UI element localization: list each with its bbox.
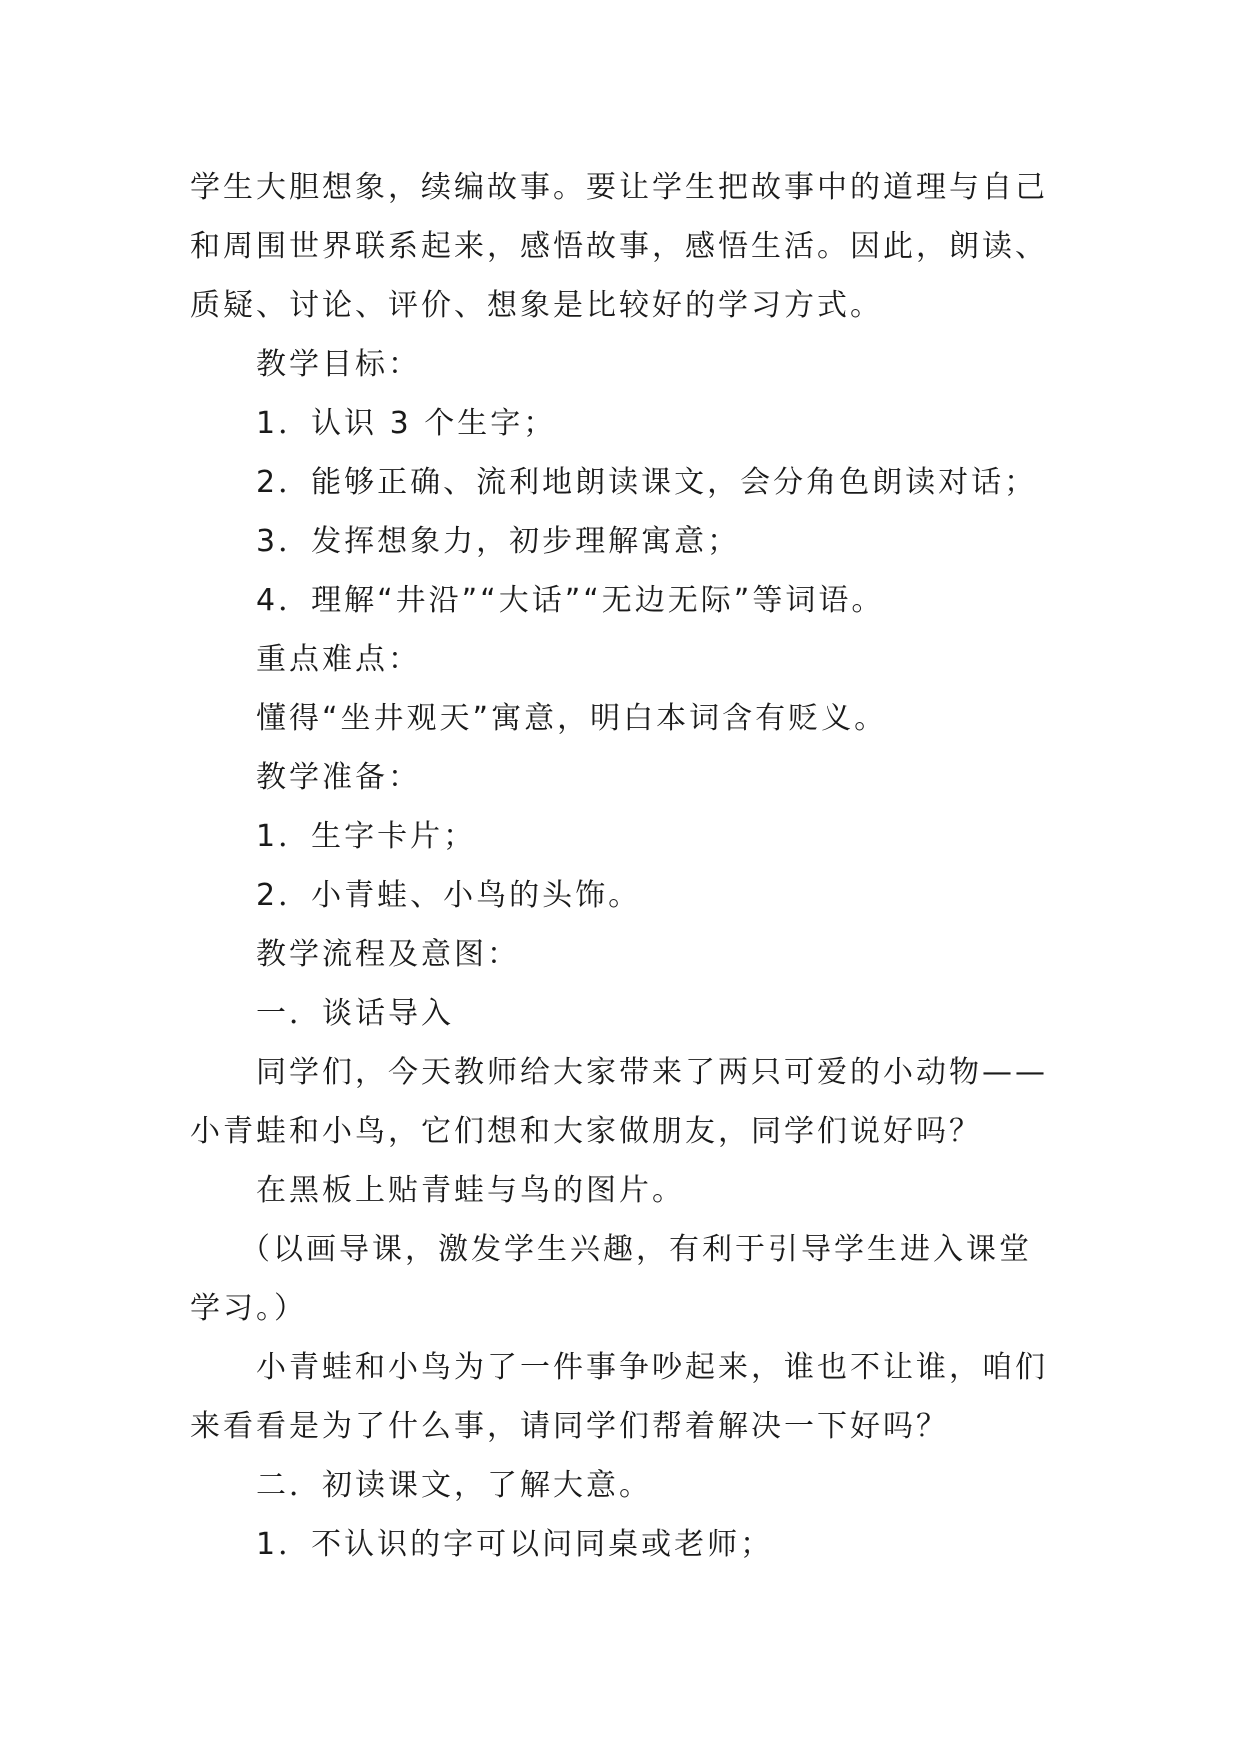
preparation-heading: 教学准备： — [256, 760, 421, 795]
text-line: 学生大胆想象，续编故事。要让学生把故事中的道理与自己 — [190, 170, 1048, 205]
intent-note-paragraph — [190, 1220, 1070, 1338]
text-line: 小青蛙和小鸟，它们想和大家做朋友，同学们说好吗？ — [190, 1114, 982, 1149]
teaching-goals-heading: 教学目标： — [256, 347, 421, 382]
intro-paragraph — [190, 158, 1070, 335]
key-points-heading: 重点难点： — [256, 642, 421, 677]
text-line: （以画导课，激发学生兴趣，有利于引导学生进入课堂 — [240, 1232, 1032, 1267]
blackboard-paragraph: 在黑板上贴青蛙与鸟的图片。 — [256, 1173, 685, 1208]
goal-item-2: 2．能够正确、流利地朗读课文，会分角色朗读对话； — [256, 465, 1038, 500]
step-2-item-1: 1．不认识的字可以问同桌或老师； — [256, 1527, 774, 1562]
text-line: 学习。） — [190, 1291, 307, 1326]
intro-talk-paragraph — [190, 1043, 1070, 1161]
key-points-text: 懂得“坐井观天”寓意，明白本词含有贬义。 — [256, 701, 888, 736]
goal-item-3: 3．发挥想象力，初步理解寓意； — [256, 524, 741, 559]
step-2-heading: 二．初读课文，了解大意。 — [256, 1468, 652, 1503]
text-line: 同学们，今天教师给大家带来了两只可爱的小动物—— — [256, 1055, 1048, 1090]
document-body — [190, 158, 1070, 1574]
text-line: 质疑、讨论、评价、想象是比较好的学习方式。 — [190, 288, 883, 323]
goal-item-1: 1．认识 3 个生字； — [256, 406, 557, 441]
text-line: 小青蛙和小鸟为了一件事争吵起来，谁也不让谁，咱们 — [256, 1350, 1048, 1385]
text-line: 和周围世界联系起来，感悟故事，感悟生活。因此，朗读、 — [190, 229, 1048, 264]
step-1-heading: 一．谈话导入 — [256, 996, 454, 1031]
process-heading: 教学流程及意图： — [256, 937, 520, 972]
prep-item-1: 1．生字卡片； — [256, 819, 477, 854]
goal-item-4: 4．理解“井沿”“大话”“无边无际”等词语。 — [256, 583, 885, 618]
prep-item-2: 2．小青蛙、小鸟的头饰。 — [256, 878, 642, 913]
text-line: 来看看是为了什么事，请同学们帮着解决一下好吗？ — [190, 1409, 949, 1444]
quarrel-paragraph — [190, 1338, 1070, 1456]
